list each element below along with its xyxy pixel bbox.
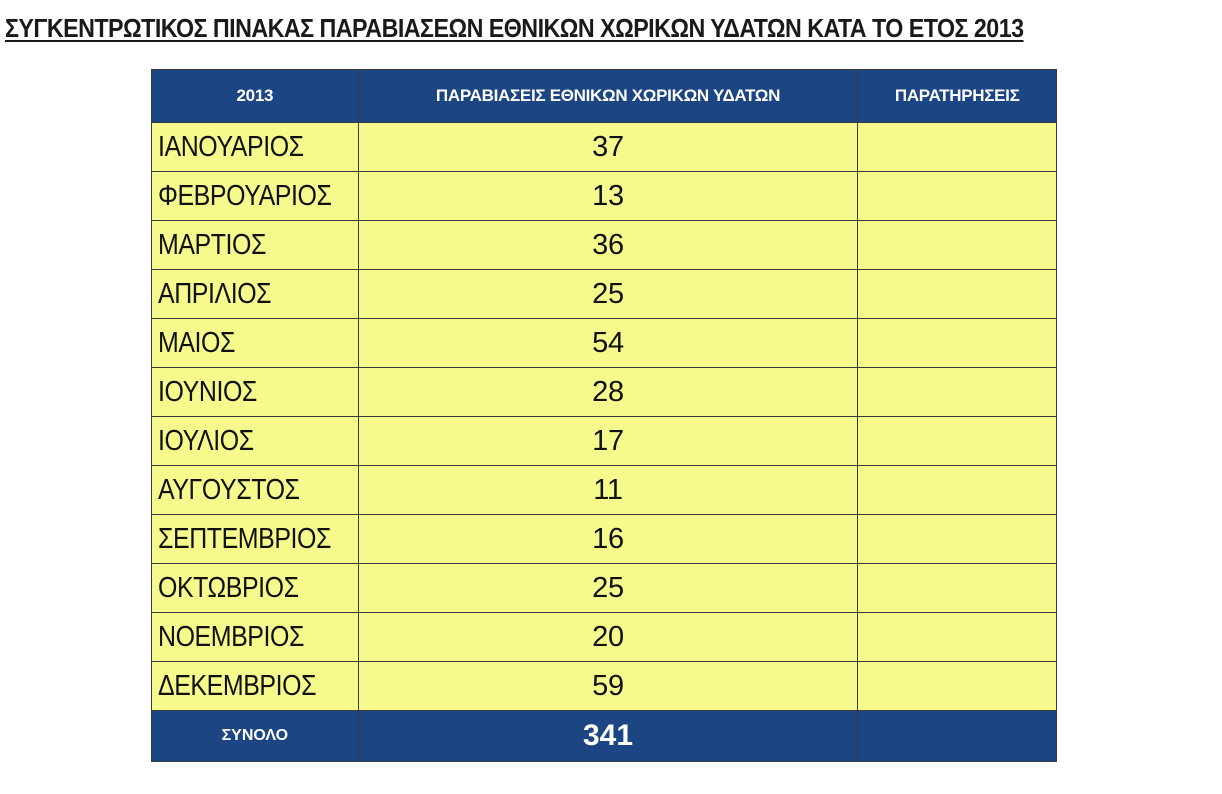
month-cell xyxy=(152,564,359,613)
table-row xyxy=(152,564,1057,613)
violations-count-cell: 25 xyxy=(358,270,858,319)
notes-cell xyxy=(858,368,1057,417)
table-row xyxy=(152,123,1057,172)
header-year: 2013 xyxy=(152,70,359,123)
total-value: 341 xyxy=(358,711,858,762)
month-cell xyxy=(152,123,359,172)
notes-cell xyxy=(858,270,1057,319)
month-label: ΔΕΚΕΜΒΡΙΟΣ xyxy=(158,669,317,702)
month-label: ΦΕΒΡΟΥΑΡΙΟΣ xyxy=(158,179,332,212)
violations-count-cell: 36 xyxy=(358,221,858,270)
table-row xyxy=(152,613,1057,662)
table-row xyxy=(152,270,1057,319)
month-cell xyxy=(152,515,359,564)
header-notes: ΠΑΡΑΤΗΡΗΣΕΙΣ xyxy=(858,70,1057,123)
violations-count-cell: 28 xyxy=(358,368,858,417)
month-cell xyxy=(152,221,359,270)
month-label: ΟΚΤΩΒΡΙΟΣ xyxy=(158,571,299,604)
month-cell xyxy=(152,270,359,319)
notes-cell xyxy=(858,613,1057,662)
table-row xyxy=(152,417,1057,466)
notes-cell xyxy=(858,515,1057,564)
table-row xyxy=(152,662,1057,711)
violations-count-cell: 20 xyxy=(358,613,858,662)
page-title: ΣΥΓΚΕΝΤΡΩΤΙΚΟΣ ΠΙΝΑΚΑΣ ΠΑΡΑΒΙΑΣΕΩΝ ΕΘΝΙΚΩΝ ΧΩΡΙΚΩΝ ΥΔΑΤΩΝ ΚΑΤΑ ΤΟ ΕΤΟΣ 2013 xyxy=(5,13,1024,43)
notes-cell xyxy=(858,319,1057,368)
month-cell xyxy=(152,319,359,368)
table-row xyxy=(152,368,1057,417)
violations-count-cell: 16 xyxy=(358,515,858,564)
month-label: ΣΕΠΤΕΜΒΡΙΟΣ xyxy=(158,522,331,555)
notes-cell xyxy=(858,662,1057,711)
month-label: ΝΟΕΜΒΡΙΟΣ xyxy=(158,620,304,653)
header-violations: ΠΑΡΑΒΙΑΣΕΙΣ ΕΘΝΙΚΩΝ ΧΩΡΙΚΩΝ ΥΔΑΤΩΝ xyxy=(358,70,858,123)
month-label: ΑΥΓΟΥΣΤΟΣ xyxy=(158,473,300,506)
month-label: ΙΟΥΝΙΟΣ xyxy=(158,375,257,408)
table-row xyxy=(152,172,1057,221)
month-label: ΙΑΝΟΥΑΡΙΟΣ xyxy=(158,130,304,163)
violations-count-cell: 17 xyxy=(358,417,858,466)
month-cell xyxy=(152,417,359,466)
table-row xyxy=(152,319,1057,368)
table-body xyxy=(152,123,1057,711)
notes-cell xyxy=(858,123,1057,172)
month-label: ΜΑΙΟΣ xyxy=(158,326,236,359)
table-row xyxy=(152,221,1057,270)
total-row xyxy=(152,711,1057,762)
violations-count-cell: 54 xyxy=(358,319,858,368)
violations-count-cell: 59 xyxy=(358,662,858,711)
total-notes xyxy=(858,711,1057,762)
month-label: ΑΠΡΙΛΙΟΣ xyxy=(158,277,272,310)
total-label: ΣΥΝΟΛΟ xyxy=(152,711,359,762)
table-header-row xyxy=(152,70,1057,123)
notes-cell xyxy=(858,466,1057,515)
violations-count-cell: 25 xyxy=(358,564,858,613)
table-row xyxy=(152,466,1057,515)
table-row xyxy=(152,515,1057,564)
violations-count-cell: 11 xyxy=(358,466,858,515)
violations-table xyxy=(151,69,1057,762)
notes-cell xyxy=(858,564,1057,613)
month-cell xyxy=(152,172,359,221)
notes-cell xyxy=(858,221,1057,270)
month-cell xyxy=(152,466,359,515)
violations-count-cell: 37 xyxy=(358,123,858,172)
notes-cell xyxy=(858,172,1057,221)
month-label: ΜΑΡΤΙΟΣ xyxy=(158,228,267,261)
month-cell xyxy=(152,368,359,417)
month-label: ΙΟΥΛΙΟΣ xyxy=(158,424,254,457)
month-cell xyxy=(152,613,359,662)
violations-count-cell: 13 xyxy=(358,172,858,221)
month-cell xyxy=(152,662,359,711)
notes-cell xyxy=(858,417,1057,466)
